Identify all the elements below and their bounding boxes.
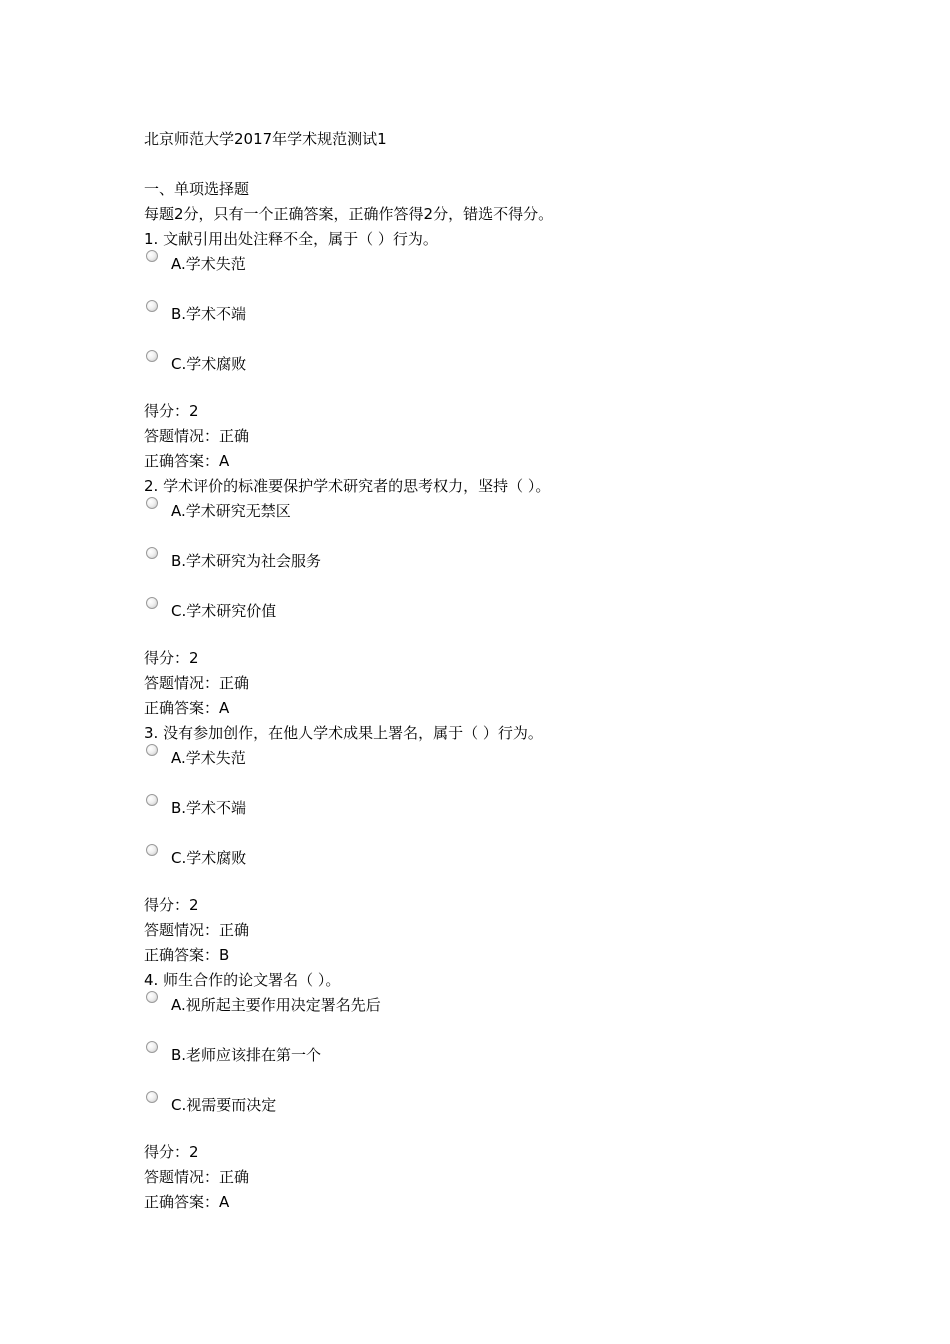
radio-button[interactable] [146, 844, 158, 856]
question-4 [144, 968, 844, 1215]
document [144, 127, 844, 1215]
option-c[interactable] [144, 846, 844, 871]
option-b[interactable] [144, 796, 844, 821]
option-label: C.学术研究价值 [171, 602, 277, 620]
option-label: B.老师应该排在第一个 [171, 1046, 322, 1064]
radio-button[interactable] [146, 547, 158, 559]
question-stem: 4. 师生合作的论文署名（ ）。 [144, 971, 341, 989]
question-stem: 1. 文献引用出处注释不全，属于（ ）行为。 [144, 230, 438, 248]
correct-answer: 正确答案：B [144, 946, 230, 964]
option-a[interactable] [144, 499, 844, 524]
correct-answer: 正确答案：A [144, 699, 230, 717]
option-c[interactable] [144, 1093, 844, 1118]
score: 得分：2 [144, 896, 199, 914]
question-3 [144, 721, 844, 968]
option-a[interactable] [144, 993, 844, 1018]
answer-status: 答题情况：正确 [144, 1168, 250, 1186]
option-a[interactable] [144, 746, 844, 771]
score: 得分：2 [144, 649, 199, 667]
option-label: C.视需要而决定 [171, 1096, 277, 1114]
radio-button[interactable] [146, 1041, 158, 1053]
radio-button[interactable] [146, 250, 158, 262]
option-label: C.学术腐败 [171, 849, 247, 867]
option-c[interactable] [144, 352, 844, 377]
option-b[interactable] [144, 302, 844, 327]
score: 得分：2 [144, 1143, 199, 1161]
radio-button[interactable] [146, 991, 158, 1003]
answer-status: 答题情况：正确 [144, 921, 250, 939]
answer-status: 答题情况：正确 [144, 674, 250, 692]
option-label: B.学术研究为社会服务 [171, 552, 322, 570]
option-label: A.学术失范 [171, 255, 246, 273]
option-label: C.学术腐败 [171, 355, 247, 373]
score: 得分：2 [144, 402, 199, 420]
instructions: 每题2分，只有一个正确答案，正确作答得2分，错选不得分。 [144, 205, 554, 223]
radio-button[interactable] [146, 597, 158, 609]
radio-button[interactable] [146, 1091, 158, 1103]
option-b[interactable] [144, 1043, 844, 1068]
answer-status: 答题情况：正确 [144, 427, 250, 445]
page-title: 北京师范大学2017年学术规范测试1 [144, 130, 387, 148]
radio-button[interactable] [146, 350, 158, 362]
option-b[interactable] [144, 549, 844, 574]
option-a[interactable] [144, 252, 844, 277]
question-stem: 3. 没有参加创作，在他人学术成果上署名，属于（ ）行为。 [144, 724, 543, 742]
section-heading: 一、单项选择题 [144, 180, 250, 198]
option-label: B.学术不端 [171, 799, 247, 817]
radio-button[interactable] [146, 744, 158, 756]
correct-answer: 正确答案：A [144, 1193, 230, 1211]
option-c[interactable] [144, 599, 844, 624]
radio-button[interactable] [146, 300, 158, 312]
option-label: A.学术失范 [171, 749, 246, 767]
question-1 [144, 227, 844, 474]
option-label: A.视所起主要作用决定署名先后 [171, 996, 381, 1014]
question-stem: 2. 学术评价的标准要保护学术研究者的思考权力，坚持（ ）。 [144, 477, 551, 495]
option-label: A.学术研究无禁区 [171, 502, 291, 520]
radio-button[interactable] [146, 794, 158, 806]
correct-answer: 正确答案：A [144, 452, 230, 470]
option-label: B.学术不端 [171, 305, 247, 323]
radio-button[interactable] [146, 497, 158, 509]
question-2 [144, 474, 844, 721]
